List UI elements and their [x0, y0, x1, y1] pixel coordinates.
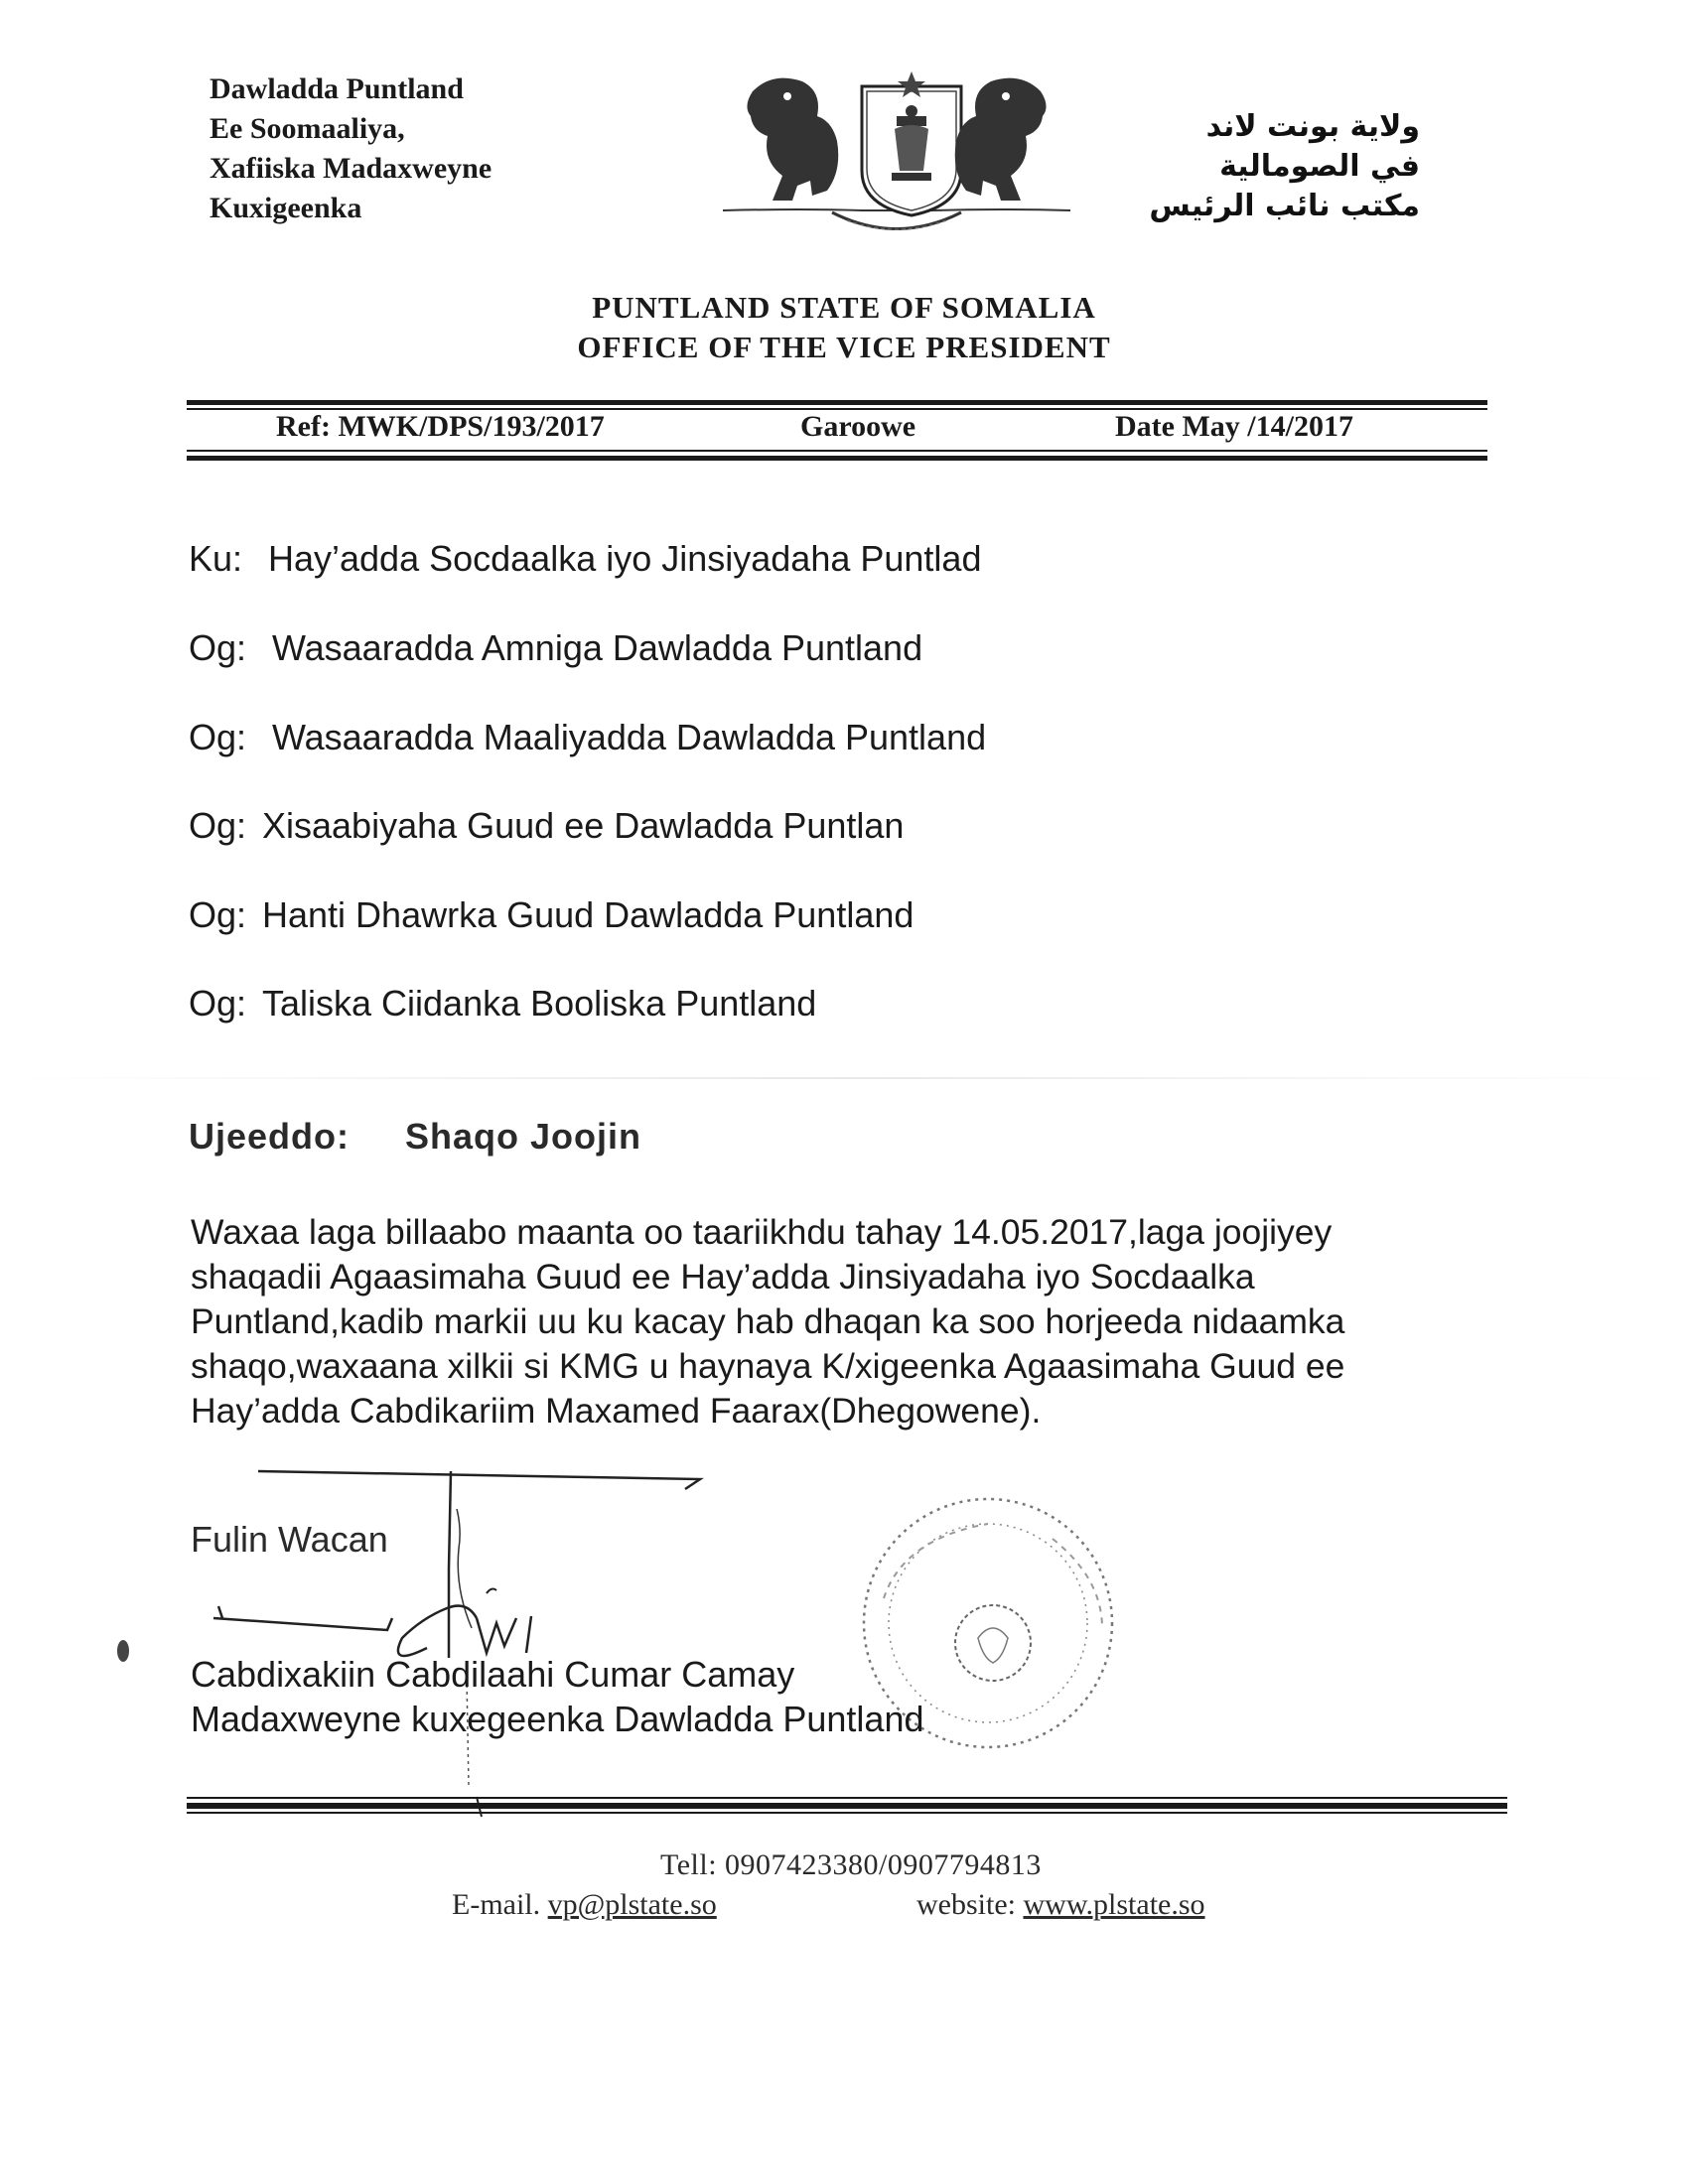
recipient-text: Hanti Dhawrka Guud Dawladda Puntland [262, 894, 914, 935]
recipient-label: Og: [189, 894, 247, 935]
recipient-label: Og: [189, 717, 247, 757]
closing-text: Fulin Wacan [191, 1519, 388, 1560]
signer-name: Cabdixakiin Cabdilaahi Cumar Camay [191, 1654, 795, 1695]
reference-number: Ref: MWK/DPS/193/2017 [276, 410, 605, 443]
footer-telephone: Tell: 0907423380/0907794813 [660, 1848, 1042, 1881]
reference-row [187, 410, 1487, 450]
paper-crease [10, 1077, 1678, 1079]
footer-email-label: E-mail. [452, 1888, 541, 1921]
signer-title: Madaxweyne kuxegeenka Dawladda Puntland [191, 1699, 924, 1739]
header-somali-line-1: Dawladda Puntland [210, 72, 464, 105]
scan-mark [117, 1640, 129, 1662]
footer-rule-thick [187, 1803, 1507, 1809]
body-line: shaqo,waxaana xilkii si KMG u haynaya K/xigeenka Agaasimaha Guud ee [191, 1346, 1345, 1386]
header-rule-bottom-thin [187, 450, 1487, 452]
recipient-text: Wasaaradda Amniga Dawladda Puntland [272, 627, 923, 668]
recipient-text: Wasaaradda Maaliyadda Dawladda Puntland [272, 717, 987, 757]
office-title-line-1: PUNTLAND STATE OF SOMALIA [592, 290, 1096, 325]
letter-body [191, 1210, 1511, 1433]
body-line: Puntland,kadib markii uu ku kacay hab dhaqan ka soo horjeeda nidaamka [191, 1301, 1345, 1341]
body-line: Waxaa laga billaabo maanta oo taariikhdu tahay 14.05.2017,laga joojiyey [191, 1212, 1333, 1252]
recipient-item [189, 983, 816, 1024]
body-line: shaqadii Agaasimaha Guud ee Hay’adda Jinsiyadaha iyo Socdaalka [191, 1257, 1255, 1297]
subject-value: Shaqo Joojin [405, 1116, 642, 1157]
recipient-item [189, 805, 904, 847]
subject-label: Ujeeddo: [189, 1116, 351, 1157]
header-somali-block [210, 69, 492, 228]
recipient-label: Og: [189, 627, 247, 668]
office-title [0, 288, 1688, 367]
reference-date: Date May /14/2017 [1115, 410, 1353, 443]
recipient-item [189, 627, 922, 669]
recipient-item [189, 717, 986, 758]
footer-rule-thin [187, 1797, 1507, 1799]
header-arabic-line-3: مكتب نائب الرئيس [1149, 189, 1420, 223]
recipient-label: Og: [189, 805, 247, 846]
header-rule-bottom-thick [187, 456, 1487, 461]
footer-website-link[interactable]: www.plstate.so [1023, 1888, 1205, 1921]
reference-place: Garoowe [800, 410, 916, 443]
recipient-text: Xisaabiyaha Guud ee Dawladda Puntlan [262, 805, 905, 846]
header-arabic-line-2: في الصومالية [1219, 149, 1420, 184]
footer-website-label: website: [916, 1888, 1016, 1921]
footer-website [916, 1888, 1205, 1922]
header-somali-line-3: Xafiiska Madaxweyne [210, 152, 492, 185]
office-title-line-2: OFFICE OF THE VICE PRESIDENT [577, 330, 1111, 364]
body-line: Hay’adda Cabdikariim Maxamed Faarax(Dhegowene). [191, 1391, 1042, 1431]
footer-email [452, 1888, 717, 1922]
header-rule-top-thick [187, 400, 1487, 405]
puntland-coat-of-arms-icon [713, 62, 1080, 250]
header-arabic-block [1122, 107, 1420, 226]
recipient-text: Taliska Ciidanka Booliska Puntland [262, 983, 817, 1024]
recipient-item [189, 894, 914, 936]
recipient-label: Og: [189, 983, 247, 1024]
subject-line [189, 1116, 641, 1158]
header-somali-line-2: Ee Soomaaliya, [210, 112, 405, 145]
header-somali-line-4: Kuxigeenka [210, 192, 362, 224]
recipient-label: Ku: [189, 538, 243, 579]
footer-email-link[interactable]: vp@plstate.so [547, 1888, 717, 1921]
header-arabic-line-1: ولاية بونت لاند [1205, 109, 1420, 144]
signer-block [191, 1652, 924, 1741]
footer-rule-thin-bottom [187, 1812, 1507, 1814]
recipient-item [189, 538, 981, 580]
recipient-text: Hay’adda Socdaalka iyo Jinsiyadaha Puntlad [268, 538, 982, 579]
